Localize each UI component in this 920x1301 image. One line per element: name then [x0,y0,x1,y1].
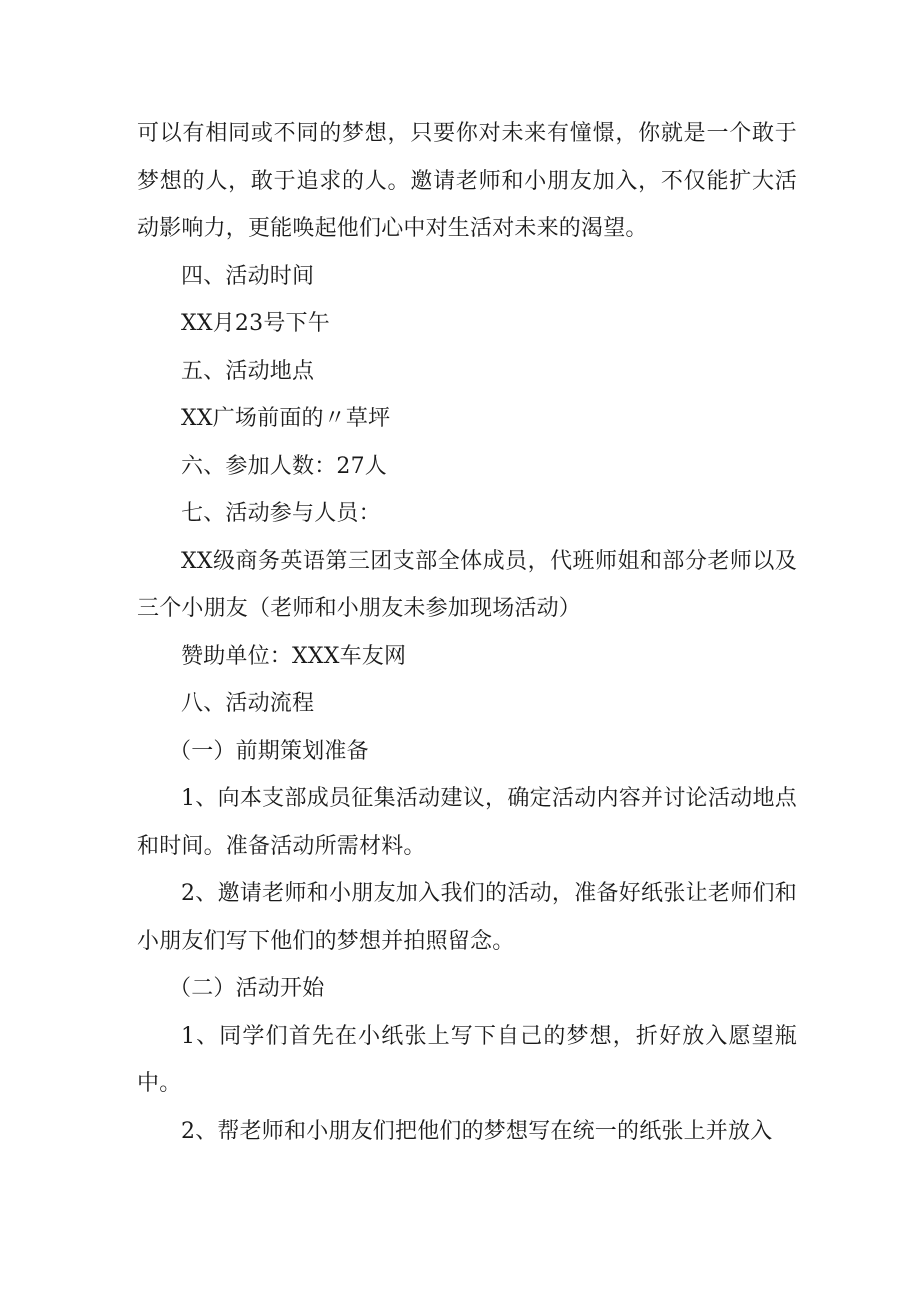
heading-participant-count: 六、参加人数：27人 [181,453,387,479]
activity-step-1: 1、同学们首先在小纸张上写下自己的梦想，折好放入愿望瓶中。 [137,1023,797,1096]
heading-participants: 七、活动参与人员： [181,501,381,526]
heading-activity-location: 五、活动地点 [181,358,315,384]
activity-step-2: 2、帮老师和小朋友们把他们的梦想写在统一的纸张上并放入 [181,1118,773,1144]
subheading-activity-start: （二）活动开始 [169,976,325,1001]
preparation-step-1: 1、向本支部成员征集活动建议，确定活动内容并讨论活动地点和时间。准备活动所需材料。 [137,786,797,859]
subheading-preparation: （一）前期策划准备 [169,738,369,764]
document-body [137,110,797,1155]
participants-value: XX级商务英语第三团支部全体成员，代班师姐和部分老师以及三个小朋友（老师和小朋友未参加现场活动） [137,548,797,621]
heading-activity-time: 四、活动时间 [181,263,315,289]
preparation-step-2: 2、邀请老师和小朋友加入我们的活动，准备好纸张让老师们和小朋友们写下他们的梦想并拍照留念。 [137,881,797,954]
activity-location-value: XX广场前面的〃草坪 [181,406,391,431]
heading-activity-process: 八、活动流程 [181,691,315,716]
paragraph-intro: 可以有相同或不同的梦想，只要你对未来有憧憬，你就是一个敢于梦想的人，敢于追求的人。邀请老师和小朋友加入，不仅能扩大活动影响力，更能唤起他们心中对生活对未来的渴望。 [137,121,797,241]
activity-time-value: XX月23号下午 [181,311,330,336]
sponsor-line: 赞助单位：XXX车友网 [181,643,407,669]
